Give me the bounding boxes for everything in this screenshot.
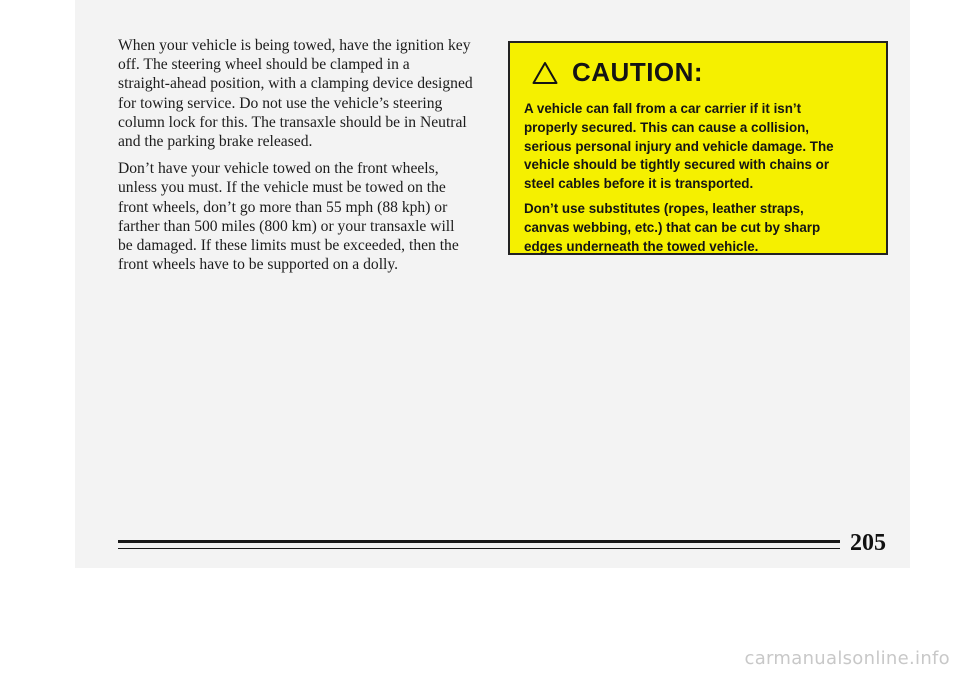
caution-paragraph-carrier: A vehicle can fall from a car carrier if it isn’t properly secured. This can cause a collision, serious personal injury and vehicle damage. The vehicle should be tightly secured with chains or steel cables before it is transported. bbox=[524, 101, 834, 192]
warning-triangle-icon bbox=[532, 61, 558, 85]
towing-instructions bbox=[118, 36, 498, 282]
caution-paragraph-substitutes: Don’t use substitutes (ropes, leather straps, canvas webbing, etc.) that can be cut by sharp edges underneath the towed vehicle. bbox=[524, 200, 821, 254]
towing-paragraph-front-wheels: Don’t have your vehicle towed on the front wheels, unless you must. If the vehicle must be towed on the front wheels, don’t go more than 55 mph (88 kph) or farther than 500 miles (800 km) or your transaxle will be damaged. If these limits must be exceeded, then the front wheels have to be supported on a dolly. bbox=[118, 160, 459, 274]
caution-box bbox=[508, 41, 888, 255]
footer-rule-thin bbox=[118, 548, 840, 549]
site-watermark: carmanualsonline.info bbox=[744, 648, 950, 669]
caution-title: CAUTION: bbox=[572, 57, 704, 87]
caution-header bbox=[524, 57, 872, 88]
page-number: 205 bbox=[850, 530, 886, 556]
towing-paragraph-ignition: When your vehicle is being towed, have the ignition key off. The steering wheel should be clamped in a straight-ahead position, with a clamping device designed for towing service. Do not use the vehicle’s steering column lock for this. The transaxle should be in Neutral and the parking brake released. bbox=[118, 37, 473, 151]
footer-rule-thick bbox=[118, 540, 840, 543]
